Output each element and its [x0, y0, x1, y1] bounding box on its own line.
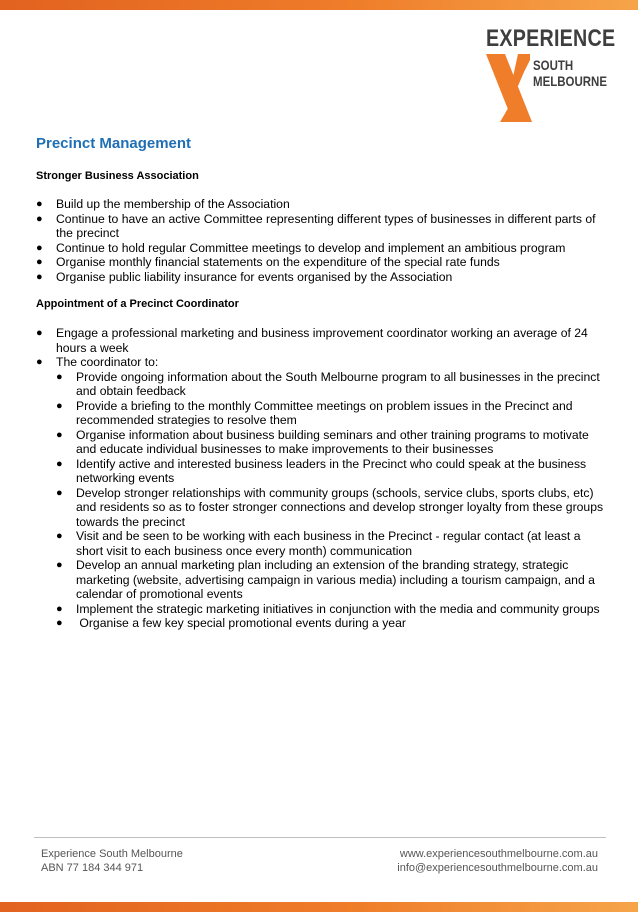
list-item: [36, 270, 608, 285]
list-item: [36, 602, 608, 617]
bottom-accent-bar: [0, 902, 638, 912]
bullet-icon: ●: [56, 457, 63, 470]
bullet-icon: ●: [56, 428, 63, 441]
list-item-text: Engage a professional marketing and business improvement coordinator working an average of 24 hours a week: [56, 326, 588, 355]
footer-website-link[interactable]: www.experiencesouthmelbourne.com.au: [399, 848, 598, 860]
bullet-icon: ●: [36, 270, 43, 283]
list-item-text: The coordinator to:: [56, 355, 159, 369]
bullet-icon: ●: [56, 559, 63, 571]
bullet-icon: ●: [56, 399, 63, 412]
list-item: [36, 355, 608, 370]
footer-org-block: [41, 847, 183, 875]
list-item: [36, 255, 608, 270]
footer-abn: ABN 77 184 344 971: [41, 862, 144, 874]
list-item: [36, 212, 608, 241]
list-item: [36, 399, 608, 428]
list-item-text: Implement the strategic marketing initiatives in conjunction with the media and community groups: [76, 601, 600, 616]
list-item: [36, 428, 608, 457]
bullet-icon: ●: [36, 241, 43, 254]
experience-south-melbourne-logo: [478, 24, 618, 128]
list-item-text: Continue to have an active Committee representing different types of businesses in different parts of the precinct: [56, 211, 596, 240]
logo-title: EXPERIENCE: [486, 25, 616, 52]
list-item: [36, 197, 608, 212]
list-item-text: Develop stronger relationships with community groups (schools, service clubs, sports clubs, etc) and residents so as to foster stronger connections and develop stronger loyalty from these groups towards the precinct: [76, 485, 604, 529]
bullet-icon: ●: [36, 327, 43, 339]
footer-contact-block: [397, 847, 598, 875]
footer-org-name: Experience South Melbourne: [41, 848, 183, 860]
list-item-text: Provide ongoing information about the South Melbourne program to all businesses in the precinct and obtain feedback: [76, 369, 600, 398]
bullet-icon: ●: [56, 370, 63, 383]
sublist-container: [36, 370, 608, 631]
bullet-icon: ●: [56, 617, 63, 629]
list-item: [36, 486, 608, 530]
coordinator-duties-list: [36, 370, 608, 631]
list-item-text: Develop an annual marketing plan including an extension of the branding strategy, strategic marketing (website, advertising campaign in various media) including a tourism campaign, and a calendar of promotional events: [76, 558, 595, 601]
list-item: [36, 370, 608, 399]
bullet-icon: ●: [36, 356, 43, 368]
list-item-text: Identify active and interested business leaders in the Precinct who could speak at the business networking events: [76, 456, 587, 485]
list-item-text: Continue to hold regular Committee meetings to develop and implement an ambitious program: [56, 240, 566, 255]
association-bullet-list: [36, 197, 608, 284]
bullet-icon: ●: [36, 256, 43, 268]
top-accent-bar: [0, 0, 638, 10]
list-item: [36, 326, 608, 355]
list-item-text: Build up the membership of the Association: [56, 197, 290, 211]
list-item-text: Organise information about business building seminars and other training programs to motivate and educate individual businesses to make improvements to their businesses: [76, 427, 589, 456]
bullet-icon: ●: [36, 212, 43, 225]
bullet-icon: ●: [36, 198, 43, 210]
list-item-text: Visit and be seen to be working with each business in the Precinct - regular contact (at least a short visit to each business once every month) communication: [76, 529, 581, 558]
section-title-association: Stronger Business Association: [36, 170, 199, 182]
list-item: [36, 558, 608, 602]
list-item: [36, 457, 608, 486]
bullet-icon: ●: [56, 486, 63, 499]
footer-email-link[interactable]: info@experiencesouthmelbourne.com.au: [397, 862, 598, 874]
logo-line-melbourne: MELBOURNE: [533, 73, 607, 89]
list-item-text: Provide a briefing to the monthly Committee meetings on problem issues in the Precinct and recommended strategies to resolve them: [76, 398, 573, 427]
list-item-text: Organise monthly financial statements on the expenditure of the special rate funds: [56, 255, 500, 269]
page-title: Precinct Management: [36, 135, 192, 152]
bullet-icon: ●: [56, 602, 63, 615]
list-item: [36, 529, 608, 558]
list-item: [36, 616, 608, 631]
bullet-icon: ●: [56, 530, 63, 542]
logo-line-south: SOUTH: [533, 57, 574, 73]
coordinator-bullet-list: [36, 326, 608, 631]
section-title-coordinator: Appointment of a Precinct Coordinator: [36, 298, 239, 310]
list-item-text: Organise public liability insurance for events organised by the Association: [56, 269, 453, 284]
footer-divider: [34, 837, 606, 838]
list-item-text: Organise a few key special promotional events during a year: [76, 616, 406, 630]
list-item: [36, 241, 608, 256]
